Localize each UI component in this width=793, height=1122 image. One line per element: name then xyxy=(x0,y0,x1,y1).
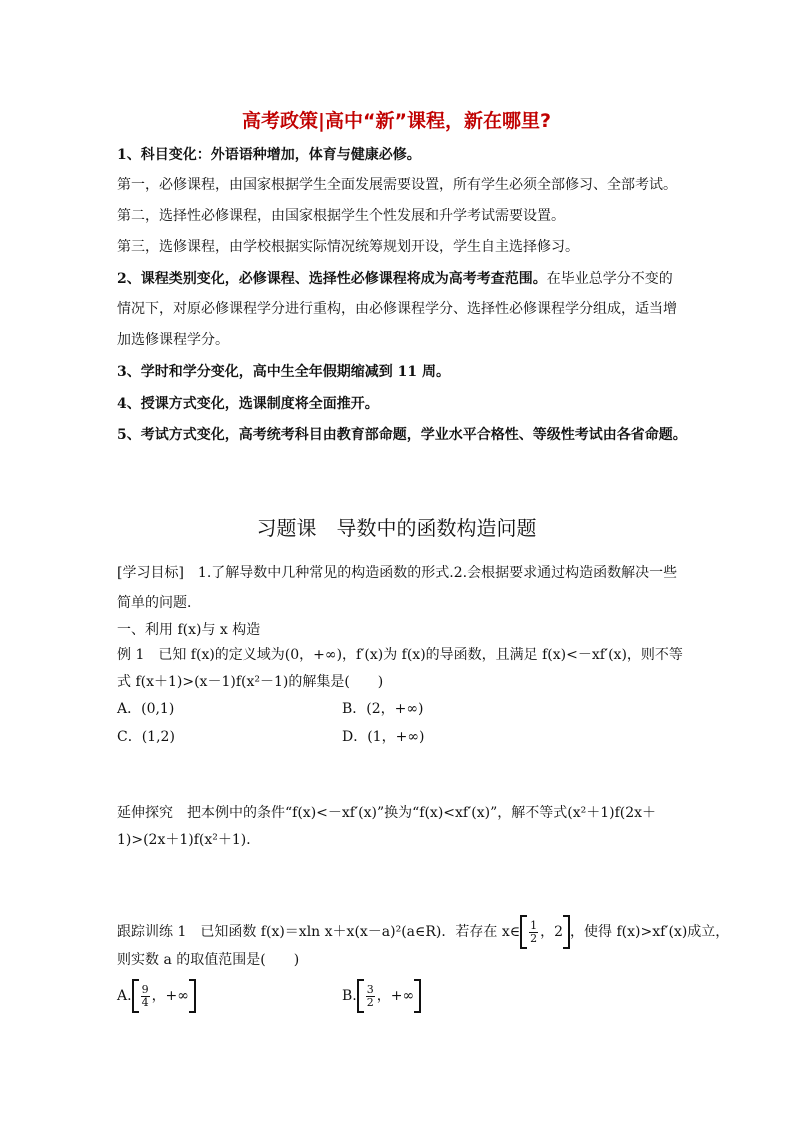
left-bracket xyxy=(520,915,527,949)
track-exercise-line2: 则实数 a 的取值范围是( ) xyxy=(117,952,300,968)
right-bracket xyxy=(414,979,421,1013)
right-bracket xyxy=(189,979,196,1013)
track-suffix: ，使得 f(x)>xf′(x)成立， xyxy=(570,924,730,940)
fraction-denominator: 2 xyxy=(366,995,374,1009)
extension-line1: 延伸探究 把本例中的条件“f(x)<－xf′(x)”换为“f(x)<xf′(x)”，解不等式(x²＋1)f(2x＋ xyxy=(117,805,657,821)
policy-item-2-rest: 在毕业总学分不变的 xyxy=(546,271,673,287)
page-title: 高考政策|高中“新”课程，新在哪里? xyxy=(242,110,551,132)
fraction-numerator: 1 xyxy=(530,918,538,932)
track-option-a-end: ，+∞ xyxy=(151,988,189,1004)
example1-line2: 式 f(x＋1)>(x－1)f(x²－1)的解集是( ) xyxy=(117,674,384,690)
option-d: D．(1，+∞) xyxy=(342,729,425,745)
policy-paragraph-2: 第二，选择性必修课程，由国家根据学生个性发展和升学考试需要设置。 xyxy=(117,208,565,224)
left-bracket xyxy=(357,979,364,1013)
fraction-numerator: 9 xyxy=(141,982,149,996)
fraction-numerator: 3 xyxy=(366,982,374,996)
right-bracket xyxy=(563,915,570,949)
section-heading: 一、利用 f(x)与 x 构造 xyxy=(117,622,261,638)
policy-paragraph-3: 第三，选修课程，由学校根据实际情况统筹规划开设，学生自主选择修习。 xyxy=(117,239,579,255)
track-exercise-line1 xyxy=(117,914,729,950)
track-option-b-label: B. xyxy=(342,988,357,1004)
track-option-a-fraction xyxy=(141,984,150,1009)
policy-item-4: 4、授课方式变化，选课制度将全面推开。 xyxy=(117,396,379,412)
policy-item-1: 1、科目变化：外语语种增加，体育与健康必修。 xyxy=(117,147,421,163)
option-c: C．(1,2) xyxy=(117,729,175,745)
extension-line2: 1)>(2x＋1)f(x²＋1)． xyxy=(117,832,261,848)
learning-goal-line1: [学习目标] 1.了解导数中几种常见的构造函数的形式.2.会根据要求通过构造函数解决一些 xyxy=(117,565,678,581)
policy-item-2-line3: 加选修课程学分。 xyxy=(117,332,229,348)
option-a: A．(0,1) xyxy=(117,701,175,717)
track-option-a xyxy=(117,978,196,1014)
track-option-b-end: ，+∞ xyxy=(376,988,415,1004)
half-fraction xyxy=(529,920,538,945)
policy-paragraph-1: 第一，必修课程，由国家根据学生全面发展需要设置，所有学生必须全部修习、全部考试。 xyxy=(117,177,677,193)
policy-item-2-line2: 情况下，对原必修课程学分进行重构，由必修课程学分、选择性必修课程学分组成，适当增 xyxy=(117,301,677,317)
track-option-b xyxy=(342,978,421,1014)
learning-goal-line2: 简单的问题． xyxy=(117,595,201,611)
policy-item-2 xyxy=(117,269,673,289)
fraction-denominator: 2 xyxy=(530,931,538,945)
interval-end: ，2 xyxy=(540,924,564,940)
lesson-title: 习题课 导数中的函数构造问题 xyxy=(256,516,537,540)
policy-item-3: 3、学时和学分变化，高中生全年假期缩减到 11 周。 xyxy=(117,364,450,380)
example1-line1: 例 1 已知 f(x)的定义域为(0，+∞)，f′(x)为 f(x)的导函数，且满足 f(x)<－xf′(x)，则不等 xyxy=(117,647,683,663)
track-option-b-fraction xyxy=(366,984,375,1009)
policy-item-5: 5、考试方式变化，高考统考科目由教育部命题，学业水平合格性、等级性考试由各省命题。 xyxy=(117,427,687,443)
track-option-a-label: A. xyxy=(117,988,132,1004)
left-bracket xyxy=(132,979,139,1013)
track-prefix: 跟踪训练 1 已知函数 f(x)＝xln x＋x(x－a)²(a∈R)．若存在 x∈ xyxy=(117,924,521,940)
policy-item-2-bold: 2、课程类别变化，必修课程、选择性必修课程将成为高考考查范围。 xyxy=(117,271,547,287)
fraction-denominator: 4 xyxy=(141,995,149,1009)
option-b: B．(2，+∞) xyxy=(342,701,424,717)
